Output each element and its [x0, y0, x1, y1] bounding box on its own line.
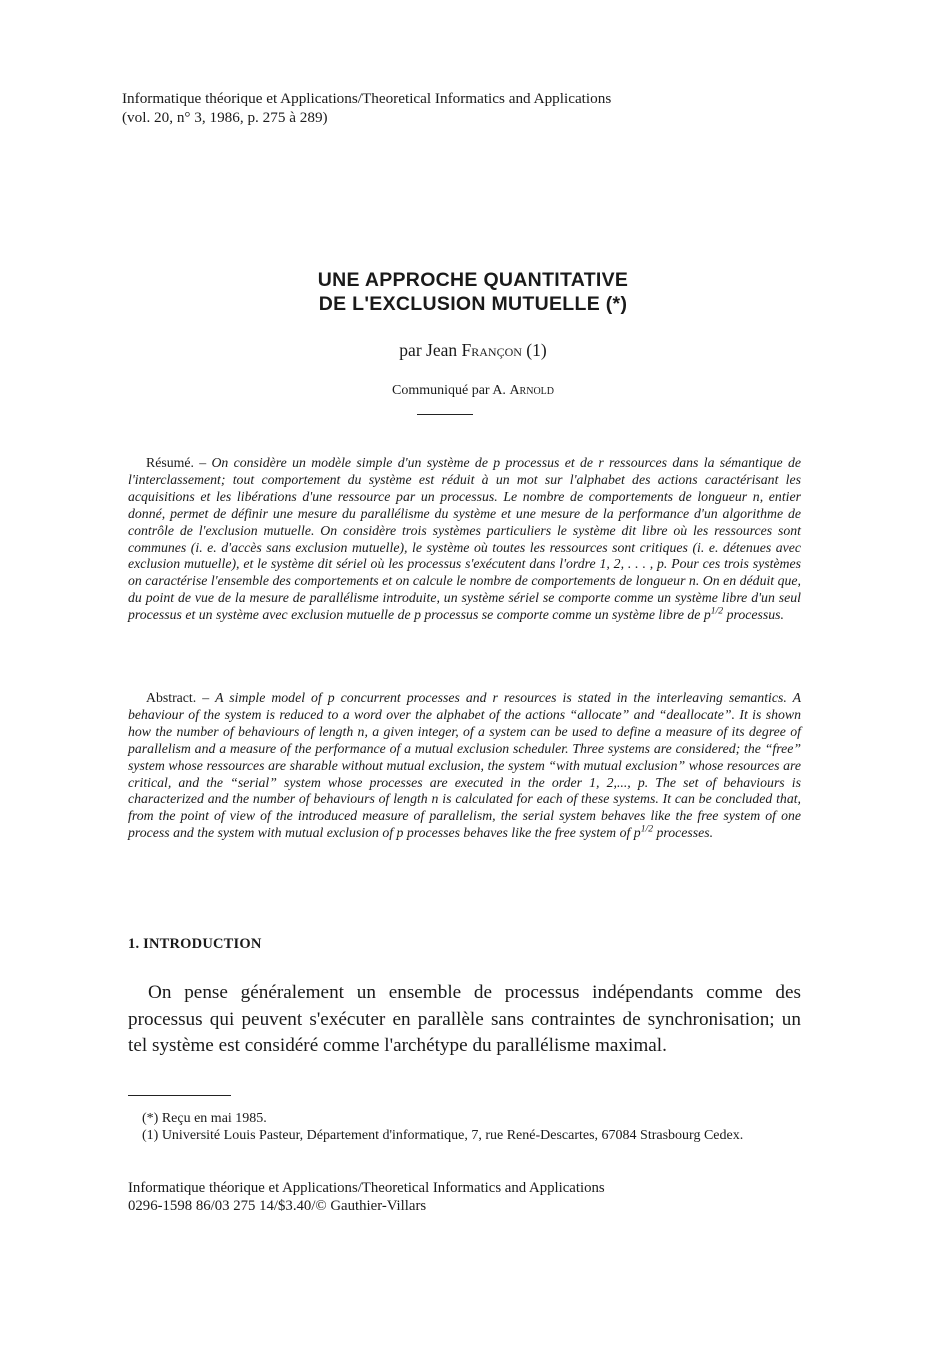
- resume-text: On considère un modèle simple d'un système de p processus et de r ressources dans la sémantique de l'interclassement; tout comportement du système est réduit à un mot sur l'alphabet des actions caractérisant les acquisitions et les libérations d'une ressource par un processus. Le nombre de comportements de longueur n, entier donné, permet de définir une mesure du parallélisme du système et une mesure de la performance d'un algorithme de contrôle de l'exclusion mutuelle. On considère trois systèmes particuliers le système dit libre où les ressources sont communes (i. e. d'accès sans exclusion mutuelle), le système où toutes les ressources sont critiques (i. e. détenues avec exclusion mutuelle), et le système dit sériel où les processus s'exécutent dans l'ordre 1, 2, . . . , p. Pour ces trois systèmes on caractérise l'ensemble des comportements et on calcule le nombre de comportements de longueur n. On en déduit que, du point de vue de la mesure de parallélisme introduite, un système sériel se comporte comme un système libre d'un seul processus et un système avec exclusion mutuelle de p processus se comporte comme un système libre de: [128, 455, 801, 623]
- journal-volume: (vol. 20, n° 3, 1986, p. 275 à 289): [122, 109, 328, 126]
- author-name: Françon: [461, 340, 522, 360]
- abstract-exponent-base: p: [633, 825, 641, 841]
- footer-issn: 0296-1598 86/03 275 14/$3.40/© Gauthier-Villars: [128, 1197, 427, 1214]
- section-heading: [128, 936, 262, 953]
- journal-header: [122, 89, 611, 127]
- footnote-received: (*) Reçu en mai 1985.: [142, 1111, 267, 1126]
- resume-tail: processus.: [726, 607, 784, 623]
- abstract-paragraph: [128, 690, 801, 842]
- paper-title: [0, 268, 930, 316]
- resume-label: Résumé. –: [146, 455, 207, 470]
- resume-exponent: 1/2: [710, 605, 724, 617]
- title-line-1: UNE APPROCHE QUANTITATIVE: [317, 269, 629, 291]
- author-line: [0, 340, 930, 361]
- abstract-exponent: 1/2: [640, 823, 654, 835]
- resume-paragraph: [128, 455, 801, 624]
- title-line-2: DE L'EXCLUSION MUTUELLE (*): [318, 293, 628, 315]
- abstract-tail: processes.: [656, 825, 714, 841]
- footer-journal: Informatique théorique et Applications/Theoretical Informatics and Applications: [128, 1180, 605, 1196]
- resume-exponent-base: p: [703, 607, 711, 623]
- section-title: INTRODUCTION: [143, 936, 262, 952]
- author-footnote-marker: (1): [526, 340, 547, 360]
- journal-name: Informatique théorique et Applications/Theoretical Informatics and Applications: [122, 90, 612, 107]
- intro-paragraph: On pense généralement un ensemble de processus indépendants comme des processus qui peuvent s'exécuter en parallèle sans contraintes de synchronisation; un tel système est considéré comme l'archétype du parallélisme maximal.: [128, 982, 801, 1056]
- communicated-by: [0, 383, 930, 399]
- abstract-label: Abstract. –: [146, 690, 210, 705]
- communicated-prefix: Communiqué par A.: [392, 383, 506, 398]
- page-footer: [128, 1180, 605, 1215]
- author-prefix: par Jean: [399, 340, 458, 360]
- footnote-divider: [128, 1095, 231, 1096]
- communicated-name: Arnold: [509, 383, 554, 398]
- footnote-affiliation: (1) Université Louis Pasteur, Département d'informatique, 7, rue René-Descartes, 67084 Strasbourg Cedex.: [142, 1128, 744, 1143]
- title-divider: [417, 414, 473, 415]
- section-number: 1.: [128, 936, 140, 952]
- abstract-text: A simple model of p concurrent processes and r resources is stated in the interleaving semantics. A behaviour of the system is reduced to a word over the alphabet of the actions “allocate” and “deallocate”. It is shown how the number of behaviours of length n, a given integer, of a system can be used to define a measure of its degree of parallelism and a measure of the performance of a mutual exclusion scheduler. Three systems are considered; the “free” system whose ressources are sharable without mutual exclusion, the system “with mutual exclusion” whose resources are critical, and the “serial” system whose processes are executed in the order 1, 2,..., p. The set of behaviours is characterized and the number of behaviours of length n is calculated for each of these systems. It can be concluded that, from the point of view of the introduced measure of parallelism, the serial system behaves like the free system of one process and the system with mutual exclusion of p processes behaves like the free system of: [128, 690, 802, 841]
